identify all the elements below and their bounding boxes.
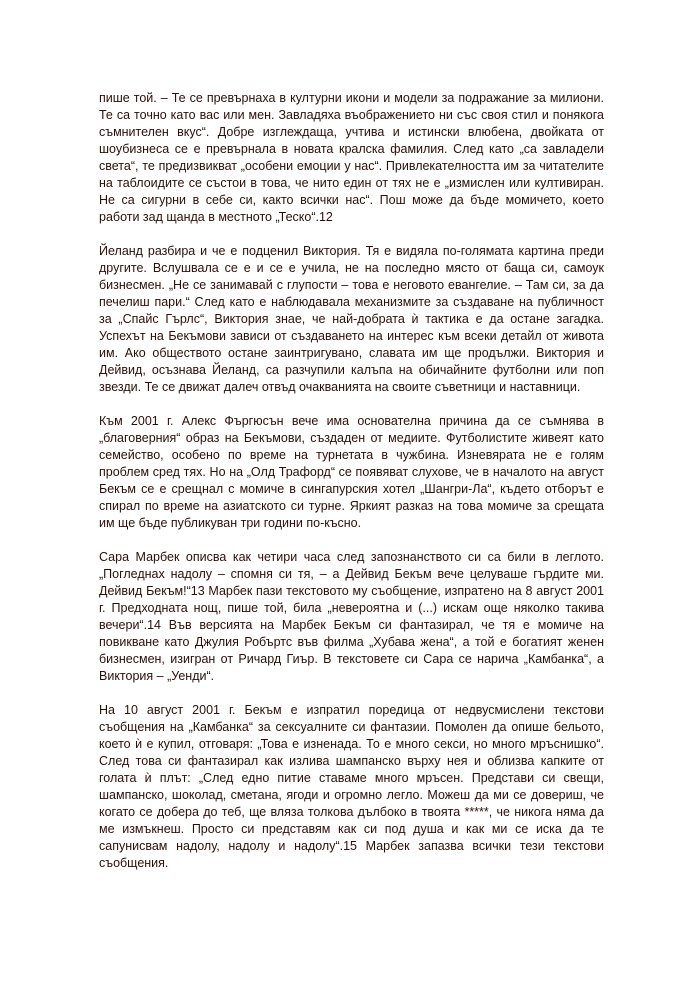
paragraph-4: Сара Марбек описва как четири часа след запознанството си са били в леглото. „Погледнах надолу – спомня си тя, – а Дейвид Бекъм вече целуваше гърдите ми. Дейвид Бекъм!“13 Марбек пази текстовото му съобщение, изпратено на 8 август 2001 г. Предходната нощ, пише той, била „невероятна и (...) искам още няколко такива вечери“.14 Във версията на Марбек Бекъм си фантазирал, че тя е момиче на повикване като Джулия Робъртс във филма „Хубава жена“, а той е богатият женен бизнесмен, изигран от Ричард Гиър. В текстовете си Сара се нарича „Камбанка“, а Виктория – „Уенди“. xyxy=(99,550,604,683)
paragraph-2: Йеланд разбира и че е подценил Виктория. Тя е видяла по-голямата картина преди другите. Вслушвала се е и се е учила, не на последно място от баща си, самоук бизнесмен. „Не се занимавай с глупости – това е неговото евангелие. – Там си, за да печелиш пари.“ След като е наблюдавала механизмите за създаване на публичност за „Спайс Гърлс“, Виктория знае, че най-добрата ѝ тактика е да остане загадка. Успехът на Бекъмови зависи от създаването на интерес към всеки детайл от живота им. Ако обществото остане заинтригувано, славата им ще продължи. Виктория и Дейвид, осъзнава Йеланд, са разчупили калъпа на обичайните футболни или поп звезди. Те се движат далеч отвъд очакванията на своите съветници и наставници. xyxy=(99,244,604,394)
document-page xyxy=(99,90,604,889)
paragraph-5: На 10 август 2001 г. Бекъм е изпратил поредица от недвусмислени текстови съобщения на „Камбанка“ за сексуалните си фантазии. Помолен да опише бельото, което ѝ е купил, отговаря: „Това е изненада. То е много секси, но много мръснишко“. След това си фантазирал как излива шампанско върху нея и облизва капките от голата ѝ плът: „След едно питие ставаме много мръсен. Представи си свещи, шампанско, шоколад, сметана, ягоди и огромно легло. Можеш да ми се довериш, че когато се добера до теб, ще вляза толкова дълбоко в твоята *****, че никога няма да ме измъкнеш. Просто си представям как си под душа и как ми се иска да те сапунисвам надолу, надолу и надолу“.15 Марбек запазва всички тези текстови съобщения. xyxy=(99,703,604,870)
paragraph-3: Към 2001 г. Алекс Фъргюсън вече има основателна причина да се съмнява в „благоверния“ образ на Бекъмови, създаден от медиите. Футболистите живеят като семейство, особено по време на турнетата в чужбина. Изневярата не е голям проблем сред тях. Но на „Олд Трафорд“ се появяват слухове, че в началото на август Бекъм се е срещнал с момиче в сингапурския хотел „Шангри-Ла“, където отборът е спирал по време на азиатското си турне. Яркият разказ на това момиче за срещата им ще бъде публикуван три години по-късно. xyxy=(99,414,604,530)
paragraph-1: пише той. – Те се превърнаха в културни икони и модели за подражание за милиони. Те са точно като вас или мен. Завладяха въображението ни със своя стил и понякога съмнителен вкус“. Добре изглеждаща, учтива и истински влюбена, двойката от шоубизнеса се е превърнала в новата кралска фамилия. След като „са завладели света“, те предизвикват „особени емоции у нас“. Привлекателността им за читателите на таблоидите се състои в това, че нито един от тях не е „измислен или култивиран. Не са сигурни в себе си, както всички нас“. Пош може да бъде момичето, което работи зад щанда в местното „Теско“.12 xyxy=(99,91,604,224)
